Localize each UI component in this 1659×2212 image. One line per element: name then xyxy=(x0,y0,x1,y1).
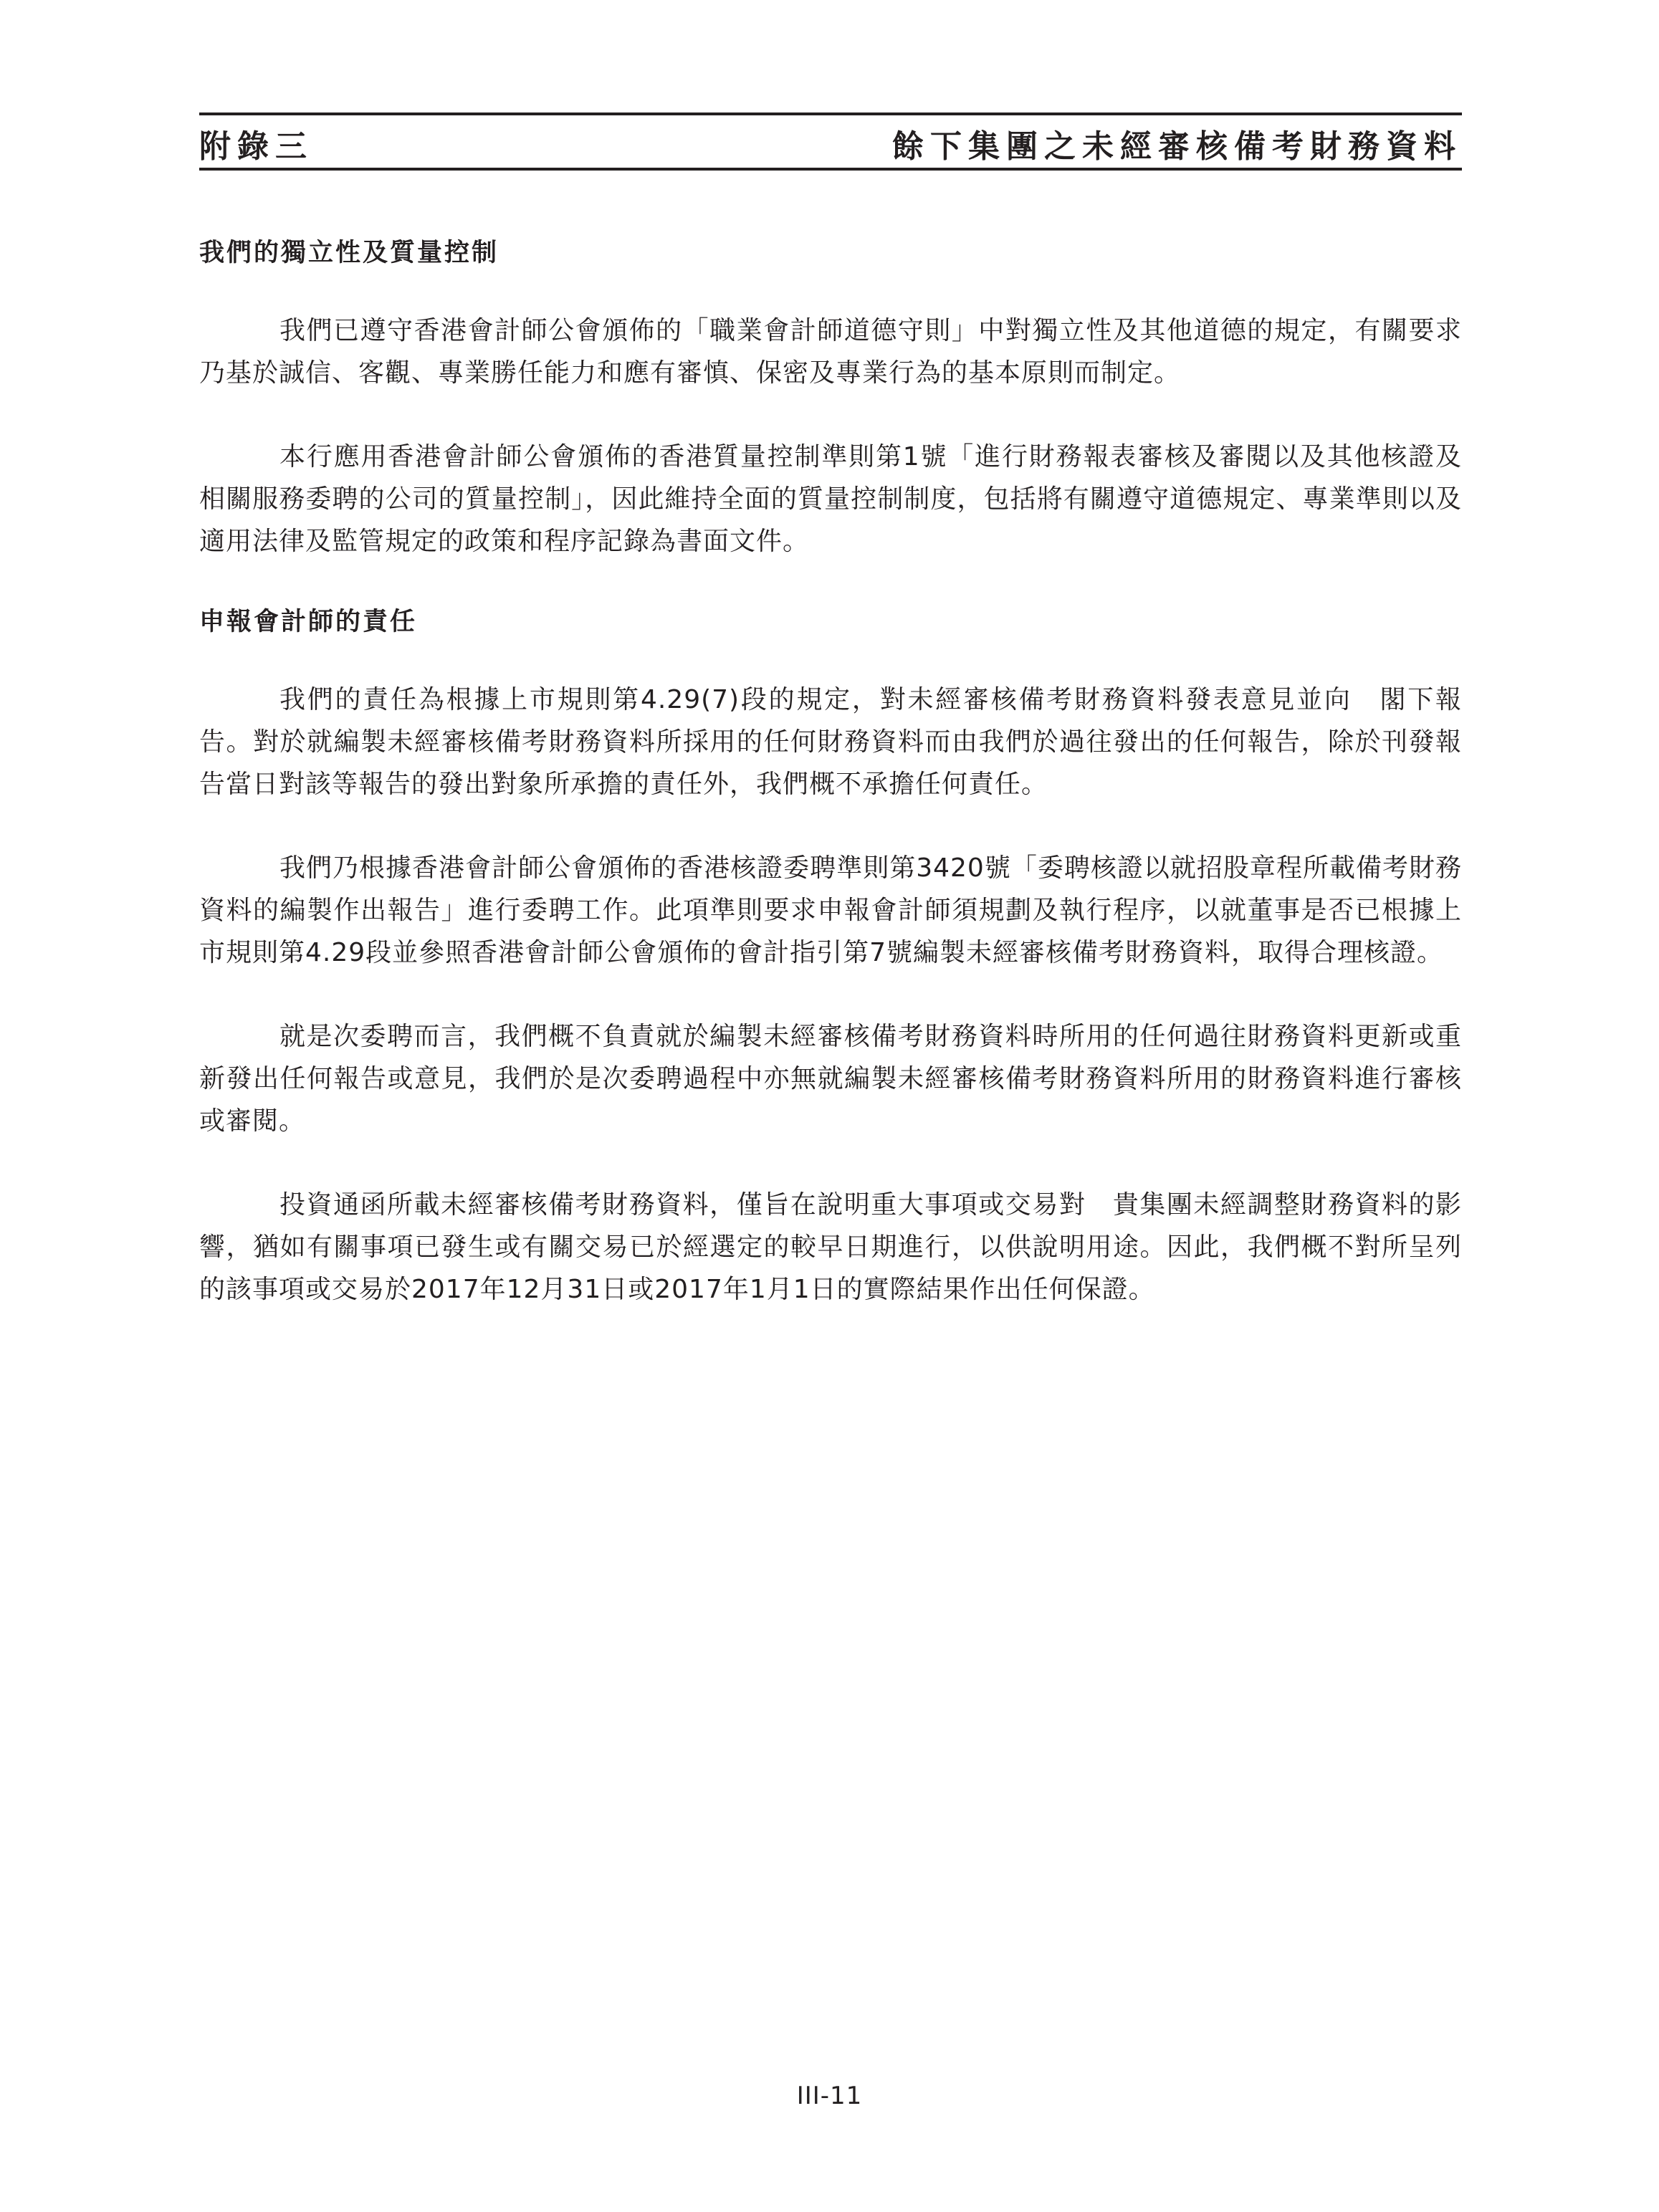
header-bottom-rule xyxy=(199,168,1462,171)
section-heading-responsibilities: 申報會計師的責任 xyxy=(199,608,418,636)
header-title: 餘下集團之未經審核備考財務資料 xyxy=(892,128,1462,165)
page-number: III-11 xyxy=(796,2082,863,2110)
document-body xyxy=(199,235,1462,1311)
paragraph-quality-control: 本行應用香港會計師公會頒佈的香港質量控制準則第1號「進行財務報表審核及審閱以及其他核證及相關服務委聘的公司的質量控制」，因此維持全面的質量控制制度，包括將有關遵守道德規定、專業準則以及適用法律及監管規定的政策和程序記錄為書面文件。 xyxy=(199,442,1462,556)
section-heading-independence: 我們的獨立性及質量控制 xyxy=(199,239,499,267)
paragraph-responsibility: 我們的責任為根據上市規則第4.29(7)段的規定，對未經審核備考財務資料發表意見並向 閣下報告。對於就編製未經審核備考財務資料所採用的任何財務資料而由我們於過往發出的任何報告，除於刊發報告當日對該等報告的發出對象所承擔的責任外，我們概不承擔任何責任。 xyxy=(199,685,1462,799)
page-header xyxy=(199,116,1462,166)
paragraph-ethics: 我們已遵守香港會計師公會頒佈的「職業會計師道德守則」中對獨立性及其他道德的規定，有關要求乃基於誠信、客觀、專業勝任能力和應有審慎、保密及專業行為的基本原則而制定。 xyxy=(199,316,1462,388)
paragraph-illustrative-purpose: 投資通函所載未經審核備考財務資料，僅旨在說明重大事項或交易對 貴集團未經調整財務資料的影響，猶如有關事項已發生或有關交易已於經選定的較早日期進行，以供說明用途。因此，我們概不對所呈列的該事項或交易於2017年12月31日或2017年1月1日的實際結果作出任何保證。 xyxy=(199,1190,1462,1304)
header-top-rule xyxy=(199,112,1462,115)
paragraph-engagement-standard: 我們乃根據香港會計師公會頒佈的香港核證委聘準則第3420號「委聘核證以就招股章程所載備考財務資料的編製作出報告」進行委聘工作。此項準則要求申報會計師須規劃及執行程序，以就董事是否已根據上市規則第4.29段並參照香港會計師公會頒佈的會計指引第7號編製未經審核備考財務資料，取得合理核證。 xyxy=(199,853,1462,967)
paragraph-no-update: 就是次委聘而言，我們概不負責就於編製未經審核備考財務資料時所用的任何過往財務資料更新或重新發出任何報告或意見，我們於是次委聘過程中亦無就編製未經審核備考財務資料所用的財務資料進行審核或審閱。 xyxy=(199,1022,1462,1136)
appendix-label: 附錄三 xyxy=(199,128,313,165)
